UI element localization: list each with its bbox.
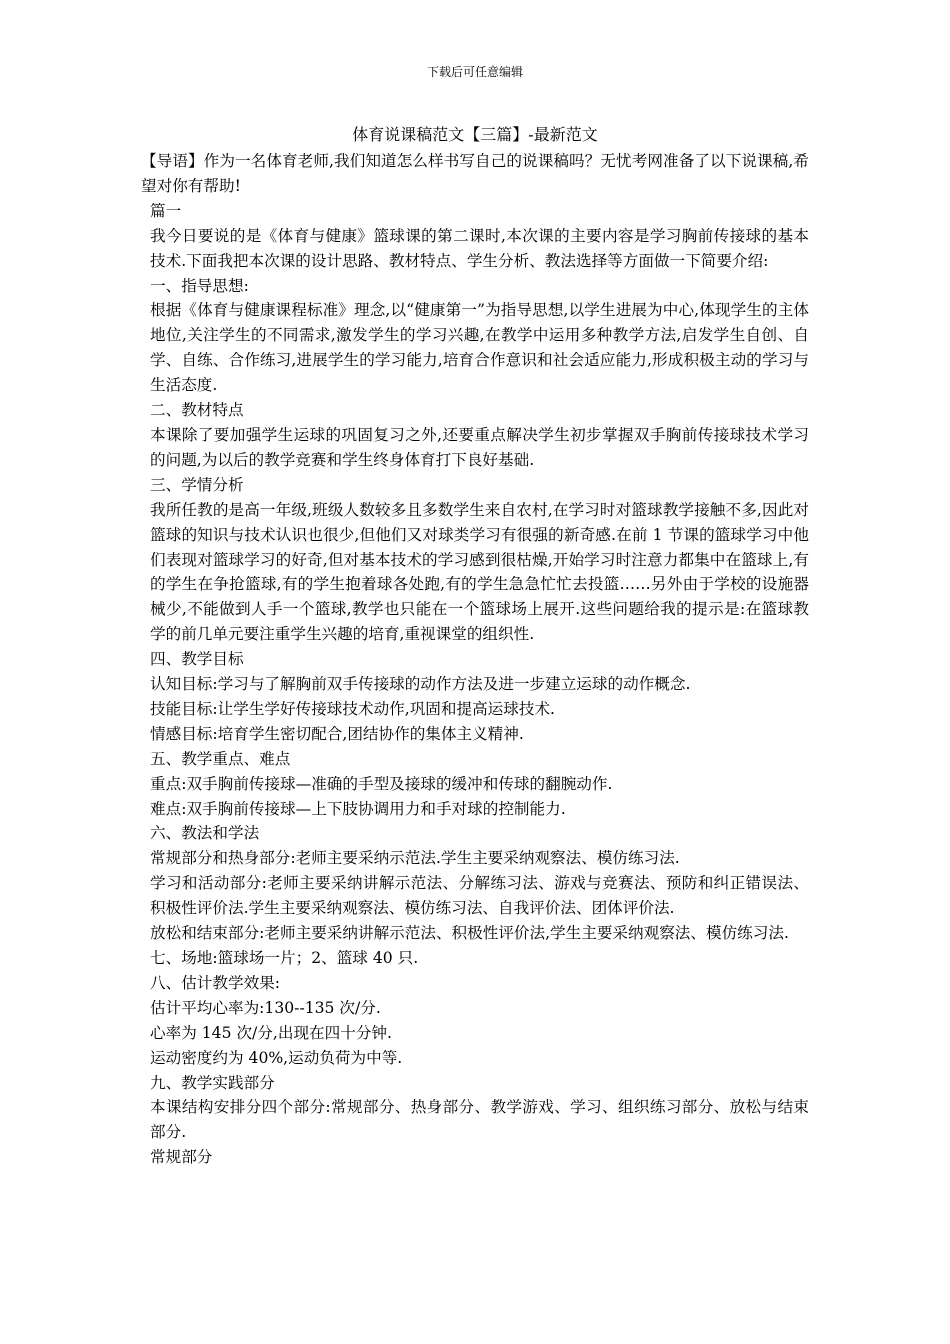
body-paragraph: 难点:双手胸前传接球—上下肢协调用力和手对球的控制能力. <box>150 799 566 818</box>
body-paragraph: 五、教学重点、难点 <box>150 749 291 768</box>
body-paragraph: 常规部分和热身部分:老师主要采纳示范法.学生主要采纳观察法、模仿练习法. <box>150 849 680 868</box>
body-paragraph: 估计平均心率为:130--135 次/分. <box>150 998 381 1017</box>
body-paragraph: 心率为 145 次/分,出现在四十分钟. <box>150 1023 392 1042</box>
body-paragraph: 三、学情分析 <box>150 475 244 494</box>
body-paragraph: 【导语】作为一名体育老师,我们知道怎么样书写自己的说课稿吗？无忧考网准备了以下说课稿,希望对你有帮助! <box>141 152 809 195</box>
body-paragraph: 运动密度约为 40%,运动负荷为中等. <box>150 1048 403 1067</box>
body-paragraph: 本课结构安排分四个部分:常规部分、热身部分、教学游戏、学习、组织练习部分、放松与结束部分. <box>150 1098 809 1142</box>
body-paragraph: 情感目标:培育学生密切配合,团结协作的集体主义精神. <box>150 724 524 743</box>
body-paragraph: 篇一 <box>150 201 182 220</box>
body-paragraph: 我今日要说的是《体育与健康》篮球课的第二课时,本次课的主要内容是学习胸前传接球的基本技术.下面我把本次课的设计思路、教材特点、学生分析、教法选择等方面做一下简要介绍: <box>150 226 809 270</box>
body-paragraph: 认知目标:学习与了解胸前双手传接球的动作方法及进一步建立运球的动作概念. <box>150 675 691 694</box>
body-paragraph: 九、教学实践部分 <box>150 1073 275 1092</box>
page-header-note: 下载后可任意编辑 <box>426 65 523 79</box>
document-body <box>141 149 809 1170</box>
body-paragraph: 四、教学目标 <box>150 650 244 669</box>
body-paragraph: 八、估计教学效果: <box>150 973 281 992</box>
body-paragraph: 七、场地:篮球场一片；2、篮球 40 只. <box>150 949 419 967</box>
body-paragraph: 重点:双手胸前传接球—准确的手型及接球的缓冲和传球的翻腕动作. <box>150 774 613 793</box>
body-paragraph: 常规部分 <box>150 1148 213 1167</box>
body-paragraph: 放松和结束部分:老师主要采纳讲解示范法、积极性评价法,学生主要采纳观察法、模仿练习法. <box>150 924 789 943</box>
body-paragraph: 本课除了要加强学生运球的巩固复习之外,还要重点解决学生初步掌握双手胸前传接球技术学习的问题,为以后的教学竞赛和学生终身体育打下良好基础. <box>150 425 809 469</box>
body-paragraph: 技能目标:让学生学好传接球技术动作,巩固和提高运球技术. <box>150 699 556 718</box>
body-paragraph: 一、指导思想: <box>150 276 249 295</box>
body-paragraph: 我所任教的是高一年级,班级人数较多且多数学生来自农村,在学习时对篮球教学接触不多,因此对篮球的知识与技术认识也很少,但他们又对球类学习有很强的新奇感.在前 1 节课的篮球学习中他们表现对篮球学习的好奇,但对基本技术的学习感到很枯燥,开始学习时注意力都集中在篮球上,有的学生在争抢篮球,有的学生抱着球各处跑,有的学生急急忙忙去投篮……另外由于学校的设施器械少,不能做到人手一个篮球,教学也只能在一个篮球场上展开.这些问题给我的提示是:在篮球教学的前几单元要注重学生兴趣的培育,重视课堂的组织性. <box>150 500 809 644</box>
document-title: 体育说课稿范文【三篇】-最新范文 <box>352 125 598 144</box>
body-paragraph: 根据《体育与健康课程标准》理念,以“健康第一”为指导思想,以学生进展为中心,体现学生的主体地位,关注学生的不同需求,激发学生的学习兴趣,在教学中运用多种教学方法,启发学生自创、自学、自练、合作练习,进展学生的学习能力,培育合作意识和社会适应能力,形成积极主动的学习与生活态度. <box>150 301 809 395</box>
body-paragraph: 六、教法和学法 <box>150 824 260 843</box>
body-paragraph: 二、教材特点 <box>150 401 244 420</box>
body-paragraph: 学习和活动部分:老师主要采纳讲解示范法、分解练习法、游戏与竞赛法、预防和纠正错误法、积极性评价法.学生主要采纳观察法、模仿练习法、自我评价法、团体评价法. <box>150 874 809 918</box>
